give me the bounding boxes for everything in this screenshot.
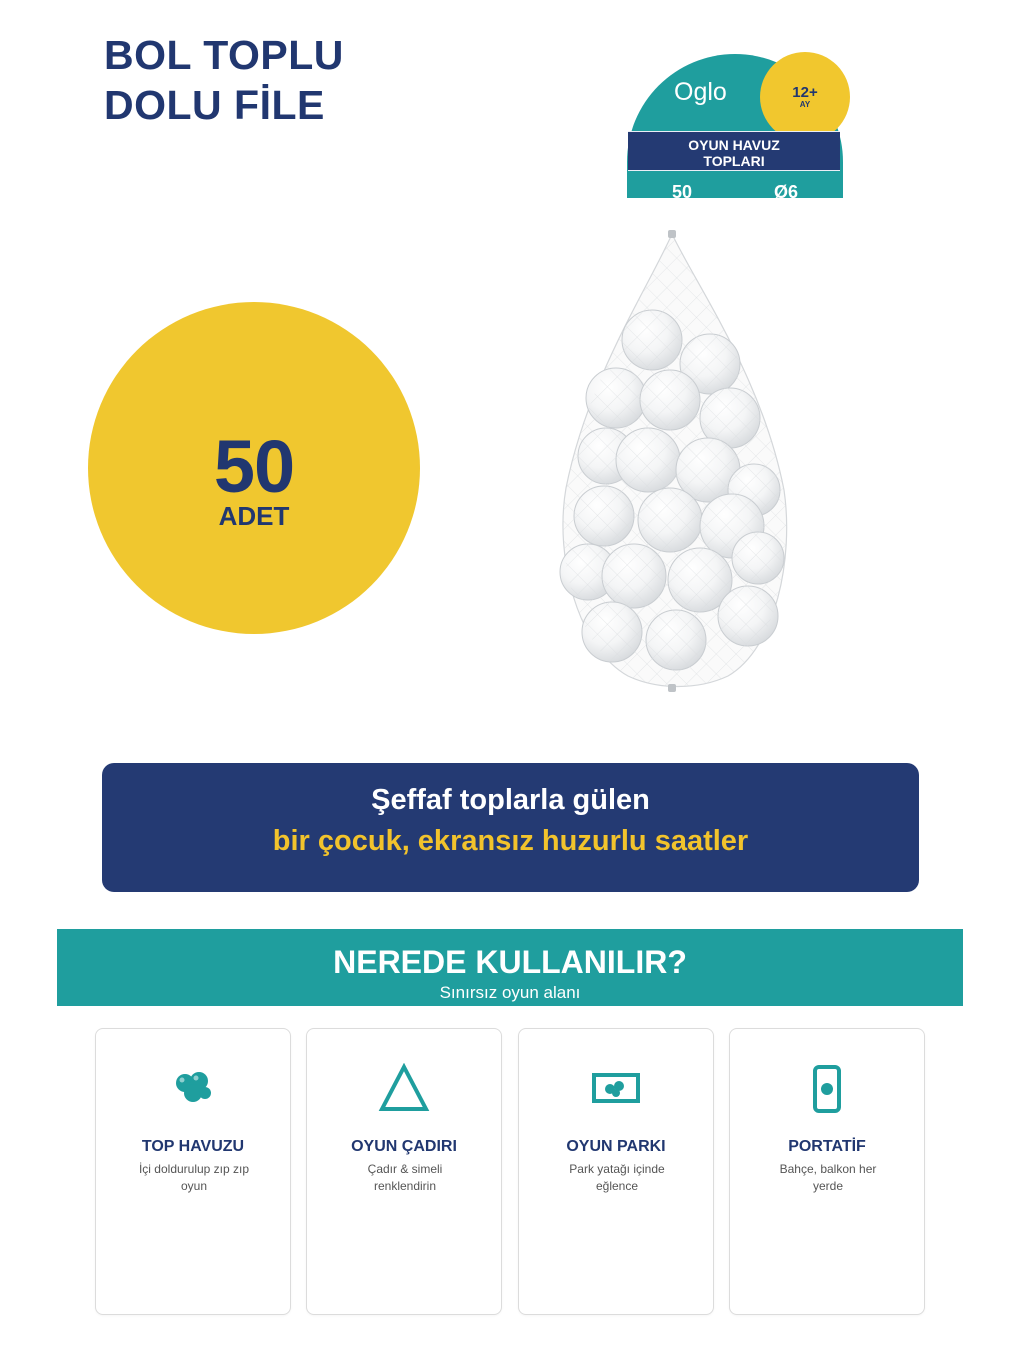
tent-icon bbox=[307, 1063, 501, 1119]
ball-net-bag-image bbox=[548, 228, 798, 698]
playpen-icon bbox=[519, 1063, 713, 1119]
age-badge bbox=[760, 52, 850, 142]
usage-card-oyun-parki bbox=[518, 1028, 714, 1315]
age-value: 12+ bbox=[792, 84, 818, 101]
brand-badge bbox=[622, 48, 854, 198]
count-number: 50 bbox=[213, 425, 295, 508]
usage-card-top-havuzu bbox=[95, 1028, 291, 1315]
badge-band bbox=[628, 131, 840, 171]
card-title: TOP HAVUZU bbox=[141, 1138, 245, 1155]
section-subtitle: Sınırsız oyun alanı bbox=[439, 983, 581, 1002]
band-line-2: TOPLARI bbox=[703, 153, 765, 169]
usage-card-oyun-cadiri bbox=[306, 1028, 502, 1315]
band-line-1: OYUN HAVUZ bbox=[688, 137, 780, 153]
usage-section-header bbox=[57, 929, 963, 1006]
balls-icon bbox=[96, 1063, 290, 1119]
card-description: İçi doldurulup zıp zıp oyun bbox=[138, 1162, 250, 1193]
card-title: OYUN PARKI bbox=[566, 1138, 666, 1155]
card-description: Çadır & simeli renklendirin bbox=[367, 1162, 443, 1193]
count-unit: ADET bbox=[218, 501, 290, 531]
card-description: Bahçe, balkon her yerde bbox=[779, 1162, 877, 1193]
card-title: PORTATİF bbox=[788, 1138, 866, 1155]
age-unit: AY bbox=[799, 100, 811, 109]
card-title: OYUN ÇADIRI bbox=[351, 1138, 457, 1155]
slogan-line-1: Şeffaf toplarla gülen bbox=[371, 784, 650, 816]
badge-spec-size: Ø6 bbox=[774, 182, 799, 198]
card-description: Park yatağı içinde eğlence bbox=[569, 1162, 665, 1193]
badge-spec-count: 50 bbox=[672, 182, 693, 198]
section-title: NEREDE KULLANILIR? bbox=[333, 944, 687, 980]
portable-icon bbox=[730, 1063, 924, 1119]
usage-card-portatif bbox=[729, 1028, 925, 1315]
slogan-line-2: bir çocuk, ekransız huzurlu saatler bbox=[272, 825, 749, 857]
headline bbox=[104, 30, 344, 130]
slogan-banner bbox=[102, 763, 919, 892]
count-circle bbox=[88, 302, 420, 634]
headline-line-2: DOLU FİLE bbox=[104, 82, 325, 128]
brand-name: Oglo bbox=[674, 78, 727, 106]
headline-line-1: BOL TOPLU bbox=[104, 32, 344, 78]
